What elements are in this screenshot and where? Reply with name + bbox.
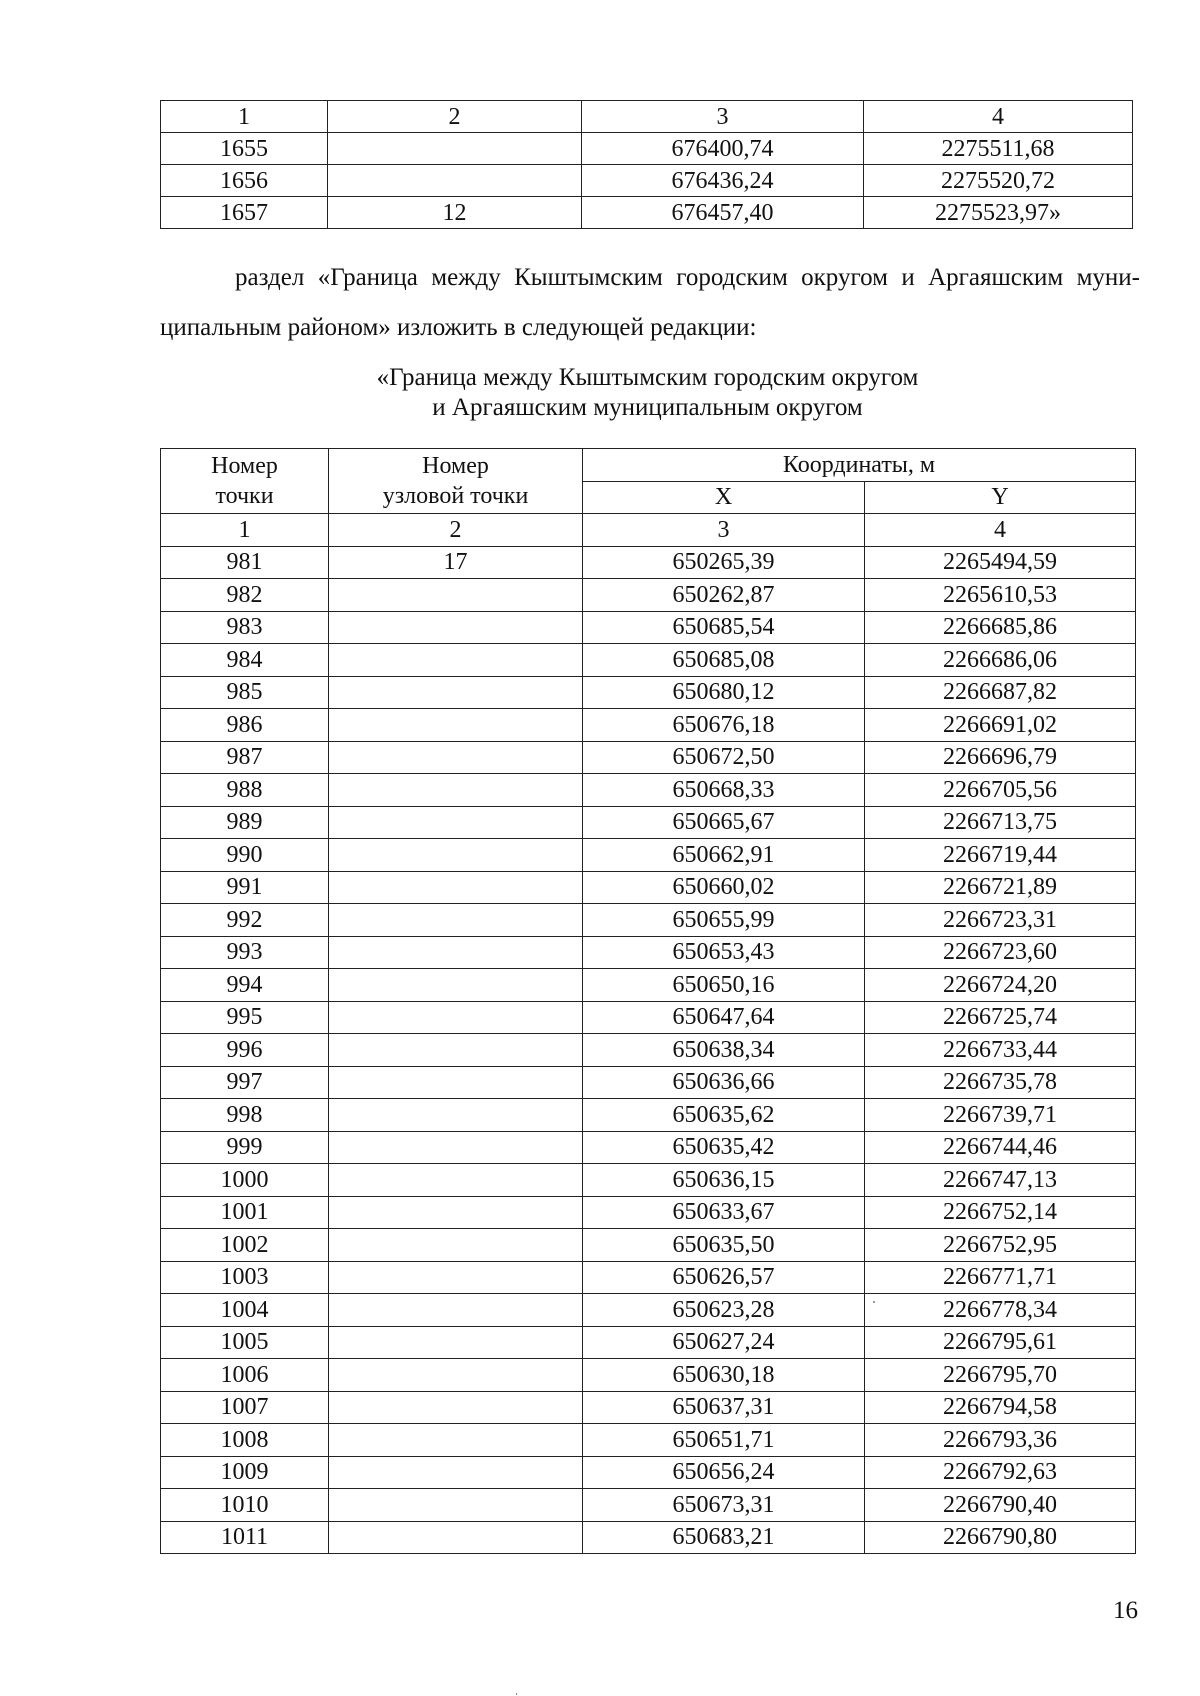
y-coordinate-cell: 2266724,20 <box>865 969 1136 1002</box>
node-number-cell <box>329 969 583 1002</box>
x-coordinate-cell: 650685,54 <box>583 611 865 644</box>
x-coordinate-cell: 650655,99 <box>583 904 865 937</box>
point-number-cell: 1656 <box>161 165 328 197</box>
table-row <box>161 1456 1136 1489</box>
node-number-cell <box>329 774 583 807</box>
y-coordinate-cell: 2266713,75 <box>865 806 1136 839</box>
scan-speck <box>516 1693 517 1695</box>
point-number-cell: 982 <box>161 579 329 612</box>
table-row <box>161 644 1136 677</box>
column-number-cell: 2 <box>328 101 582 133</box>
node-number-header-line1: Номер <box>422 453 489 479</box>
y-coordinate-cell: 2266723,60 <box>865 936 1136 969</box>
point-number-cell: 993 <box>161 936 329 969</box>
node-number-cell <box>329 644 583 677</box>
x-coordinate-cell: 676457,40 <box>582 197 864 229</box>
node-number-cell <box>328 133 582 165</box>
section-title-line-1: «Граница между Кыштымским городским округом <box>376 364 919 391</box>
amendment-paragraph <box>160 262 1140 294</box>
point-number-cell: 984 <box>161 644 329 677</box>
node-number-cell <box>329 1456 583 1489</box>
table-row <box>161 936 1136 969</box>
point-number-cell: 992 <box>161 904 329 937</box>
point-number-cell: 1007 <box>161 1391 329 1424</box>
table-row <box>161 806 1136 839</box>
point-number-cell: 1003 <box>161 1261 329 1294</box>
table-row <box>161 579 1136 612</box>
x-coordinate-cell: 650623,28 <box>583 1294 865 1327</box>
node-number-cell <box>329 676 583 709</box>
column-number-cell: 1 <box>161 101 328 133</box>
y-coordinate-cell: 2265494,59 <box>865 546 1136 579</box>
node-number-cell <box>329 871 583 904</box>
x-coordinate-cell: 676400,74 <box>582 133 864 165</box>
point-number-cell: 996 <box>161 1034 329 1067</box>
node-number-cell <box>329 1261 583 1294</box>
y-coordinate-cell: 2266739,71 <box>865 1099 1136 1132</box>
x-coordinate-cell: 650626,57 <box>583 1261 865 1294</box>
table-row <box>161 165 1133 197</box>
node-number-cell <box>329 1391 583 1424</box>
top-table-numbering-row <box>161 101 1133 133</box>
table-row <box>161 1164 1136 1197</box>
point-number-cell: 986 <box>161 709 329 742</box>
node-number-cell <box>329 1229 583 1262</box>
point-number-cell: 981 <box>161 546 329 579</box>
point-number-cell: 989 <box>161 806 329 839</box>
point-number-header <box>161 449 329 514</box>
y-coordinate-cell: 2266793,36 <box>865 1424 1136 1457</box>
x-coordinate-cell: 650635,50 <box>583 1229 865 1262</box>
column-numbering-row <box>161 514 1136 547</box>
node-number-cell <box>329 1424 583 1457</box>
y-coordinate-cell: 2266725,74 <box>865 1001 1136 1034</box>
y-coordinate-cell: 2266705,56 <box>865 774 1136 807</box>
point-number-cell: 999 <box>161 1131 329 1164</box>
column-number-cell: 3 <box>583 514 865 547</box>
y-header: Y <box>865 481 1136 514</box>
node-number-cell <box>329 1034 583 1067</box>
node-number-cell <box>329 709 583 742</box>
y-coordinate-cell: 2266691,02 <box>865 709 1136 742</box>
node-number-header-line2: узловой точки <box>382 483 529 509</box>
x-coordinate-cell: 650630,18 <box>583 1359 865 1392</box>
x-coordinate-cell: 650683,21 <box>583 1521 865 1554</box>
node-number-cell <box>329 1066 583 1099</box>
node-number-cell <box>329 1131 583 1164</box>
x-coordinate-cell: 650676,18 <box>583 709 865 742</box>
paragraph-line-2: ципальным районом» изложить в следующей редакции: <box>160 314 757 341</box>
y-coordinate-cell: 2266792,63 <box>865 1456 1136 1489</box>
node-number-cell <box>328 165 582 197</box>
x-coordinate-cell: 650672,50 <box>583 741 865 774</box>
y-coordinate-cell: 2266686,06 <box>865 644 1136 677</box>
scan-speck <box>873 1301 875 1303</box>
x-coordinate-cell: 676436,24 <box>582 165 864 197</box>
point-number-header-line2: точки <box>215 483 274 509</box>
table-row <box>161 1359 1136 1392</box>
table-row <box>161 1489 1136 1522</box>
node-number-cell <box>329 1164 583 1197</box>
table-row <box>161 1326 1136 1359</box>
y-coordinate-cell: 2266795,70 <box>865 1359 1136 1392</box>
node-number-cell <box>329 1521 583 1554</box>
x-coordinate-cell: 650633,67 <box>583 1196 865 1229</box>
x-coordinate-cell: 650673,31 <box>583 1489 865 1522</box>
table-row <box>161 1424 1136 1457</box>
page-number: 16 <box>1113 1597 1138 1624</box>
point-number-cell: 1006 <box>161 1359 329 1392</box>
point-number-cell: 983 <box>161 611 329 644</box>
table-row <box>161 1066 1136 1099</box>
column-number-cell: 4 <box>864 101 1133 133</box>
y-coordinate-cell: 2266723,31 <box>865 904 1136 937</box>
table-row <box>161 871 1136 904</box>
node-number-cell <box>329 741 583 774</box>
x-coordinate-cell: 650637,31 <box>583 1391 865 1424</box>
node-number-cell: 17 <box>329 546 583 579</box>
column-number-cell: 2 <box>329 514 583 547</box>
point-number-cell: 1002 <box>161 1229 329 1262</box>
table-row <box>161 774 1136 807</box>
x-coordinate-cell: 650651,71 <box>583 1424 865 1457</box>
y-coordinate-cell: 2266735,78 <box>865 1066 1136 1099</box>
table-row <box>161 676 1136 709</box>
x-coordinate-cell: 650662,91 <box>583 839 865 872</box>
y-coordinate-cell: 2266747,13 <box>865 1164 1136 1197</box>
x-coordinate-cell: 650653,43 <box>583 936 865 969</box>
y-coordinate-cell: 2266794,58 <box>865 1391 1136 1424</box>
boundary-coordinates-table <box>160 448 1136 1554</box>
x-coordinate-cell: 650656,24 <box>583 1456 865 1489</box>
y-coordinate-cell: 2266687,82 <box>865 676 1136 709</box>
x-coordinate-cell: 650668,33 <box>583 774 865 807</box>
table-row <box>161 904 1136 937</box>
x-coordinate-cell: 650685,08 <box>583 644 865 677</box>
node-number-cell <box>329 579 583 612</box>
table-row <box>161 969 1136 1002</box>
y-coordinate-cell: 2275523,97» <box>864 197 1133 229</box>
y-coordinate-cell: 2266795,61 <box>865 1326 1136 1359</box>
top-coordinates-table <box>160 100 1133 229</box>
x-coordinate-cell: 650647,64 <box>583 1001 865 1034</box>
x-coordinate-cell: 650262,87 <box>583 579 865 612</box>
y-coordinate-cell: 2266719,44 <box>865 839 1136 872</box>
table-row <box>161 1261 1136 1294</box>
table-row <box>161 709 1136 742</box>
paragraph-line-2-block <box>160 312 1140 344</box>
node-number-cell <box>329 936 583 969</box>
table-row <box>161 1294 1136 1327</box>
node-number-cell <box>329 1489 583 1522</box>
coordinates-header: Координаты, м <box>583 449 1136 482</box>
x-coordinate-cell: 650636,15 <box>583 1164 865 1197</box>
y-coordinate-cell: 2266696,79 <box>865 741 1136 774</box>
point-number-cell: 991 <box>161 871 329 904</box>
y-coordinate-cell: 2266752,14 <box>865 1196 1136 1229</box>
y-coordinate-cell: 2266744,46 <box>865 1131 1136 1164</box>
node-number-cell <box>329 1326 583 1359</box>
point-number-cell: 994 <box>161 969 329 1002</box>
x-coordinate-cell: 650680,12 <box>583 676 865 709</box>
table-row <box>161 611 1136 644</box>
point-number-cell: 1655 <box>161 133 328 165</box>
point-number-cell: 997 <box>161 1066 329 1099</box>
y-coordinate-cell: 2275511,68 <box>864 133 1133 165</box>
point-number-cell: 1657 <box>161 197 328 229</box>
x-coordinate-cell: 650627,24 <box>583 1326 865 1359</box>
node-number-cell <box>329 1294 583 1327</box>
node-number-cell <box>329 904 583 937</box>
x-coordinate-cell: 650635,62 <box>583 1099 865 1132</box>
table-row <box>161 546 1136 579</box>
y-coordinate-cell: 2266752,95 <box>865 1229 1136 1262</box>
node-number-cell <box>329 839 583 872</box>
y-coordinate-cell: 2266721,89 <box>865 871 1136 904</box>
x-coordinate-cell: 650665,67 <box>583 806 865 839</box>
column-number-cell: 1 <box>161 514 329 547</box>
node-number-cell <box>329 1196 583 1229</box>
node-number-header <box>329 449 583 514</box>
table-row <box>161 1034 1136 1067</box>
y-coordinate-cell: 2266733,44 <box>865 1034 1136 1067</box>
node-number-cell <box>329 611 583 644</box>
point-number-cell: 1009 <box>161 1456 329 1489</box>
y-coordinate-cell: 2266778,34 <box>865 1294 1136 1327</box>
x-coordinate-cell: 650638,34 <box>583 1034 865 1067</box>
table-row <box>161 1131 1136 1164</box>
table-row <box>161 1229 1136 1262</box>
point-number-cell: 1005 <box>161 1326 329 1359</box>
table-row <box>161 839 1136 872</box>
y-coordinate-cell: 2266685,86 <box>865 611 1136 644</box>
point-number-cell: 1011 <box>161 1521 329 1554</box>
point-number-cell: 1000 <box>161 1164 329 1197</box>
paragraph-line-1: раздел «Граница между Кыштымским городским округом и Аргаяшским муни- <box>235 264 1140 291</box>
table-row <box>161 1196 1136 1229</box>
node-number-cell <box>329 1359 583 1392</box>
x-coordinate-cell: 650650,16 <box>583 969 865 1002</box>
node-number-cell <box>329 806 583 839</box>
y-coordinate-cell: 2265610,53 <box>865 579 1136 612</box>
y-coordinate-cell: 2266790,40 <box>865 1489 1136 1522</box>
point-number-cell: 1008 <box>161 1424 329 1457</box>
node-number-cell <box>329 1001 583 1034</box>
column-number-cell: 3 <box>582 101 864 133</box>
x-coordinate-cell: 650636,66 <box>583 1066 865 1099</box>
x-header: X <box>583 481 865 514</box>
x-coordinate-cell: 650265,39 <box>583 546 865 579</box>
table-row <box>161 133 1133 165</box>
node-number-cell: 12 <box>328 197 582 229</box>
point-number-cell: 1004 <box>161 1294 329 1327</box>
point-number-cell: 1001 <box>161 1196 329 1229</box>
point-number-cell: 985 <box>161 676 329 709</box>
point-number-cell: 1010 <box>161 1489 329 1522</box>
column-number-cell: 4 <box>865 514 1136 547</box>
x-coordinate-cell: 650635,42 <box>583 1131 865 1164</box>
x-coordinate-cell: 650660,02 <box>583 871 865 904</box>
table-row <box>161 741 1136 774</box>
table-row <box>161 1001 1136 1034</box>
node-number-cell <box>329 1099 583 1132</box>
table-row <box>161 1099 1136 1132</box>
y-coordinate-cell: 2266771,71 <box>865 1261 1136 1294</box>
table-row <box>161 1391 1136 1424</box>
y-coordinate-cell: 2275520,72 <box>864 165 1133 197</box>
point-number-header-line1: Номер <box>211 453 278 479</box>
point-number-cell: 995 <box>161 1001 329 1034</box>
table-row <box>161 197 1133 229</box>
point-number-cell: 990 <box>161 839 329 872</box>
point-number-cell: 987 <box>161 741 329 774</box>
y-coordinate-cell: 2266790,80 <box>865 1521 1136 1554</box>
section-title-line-2: и Аргаяшским муниципальным округом <box>432 394 863 421</box>
point-number-cell: 988 <box>161 774 329 807</box>
point-number-cell: 998 <box>161 1099 329 1132</box>
table-row <box>161 1521 1136 1554</box>
